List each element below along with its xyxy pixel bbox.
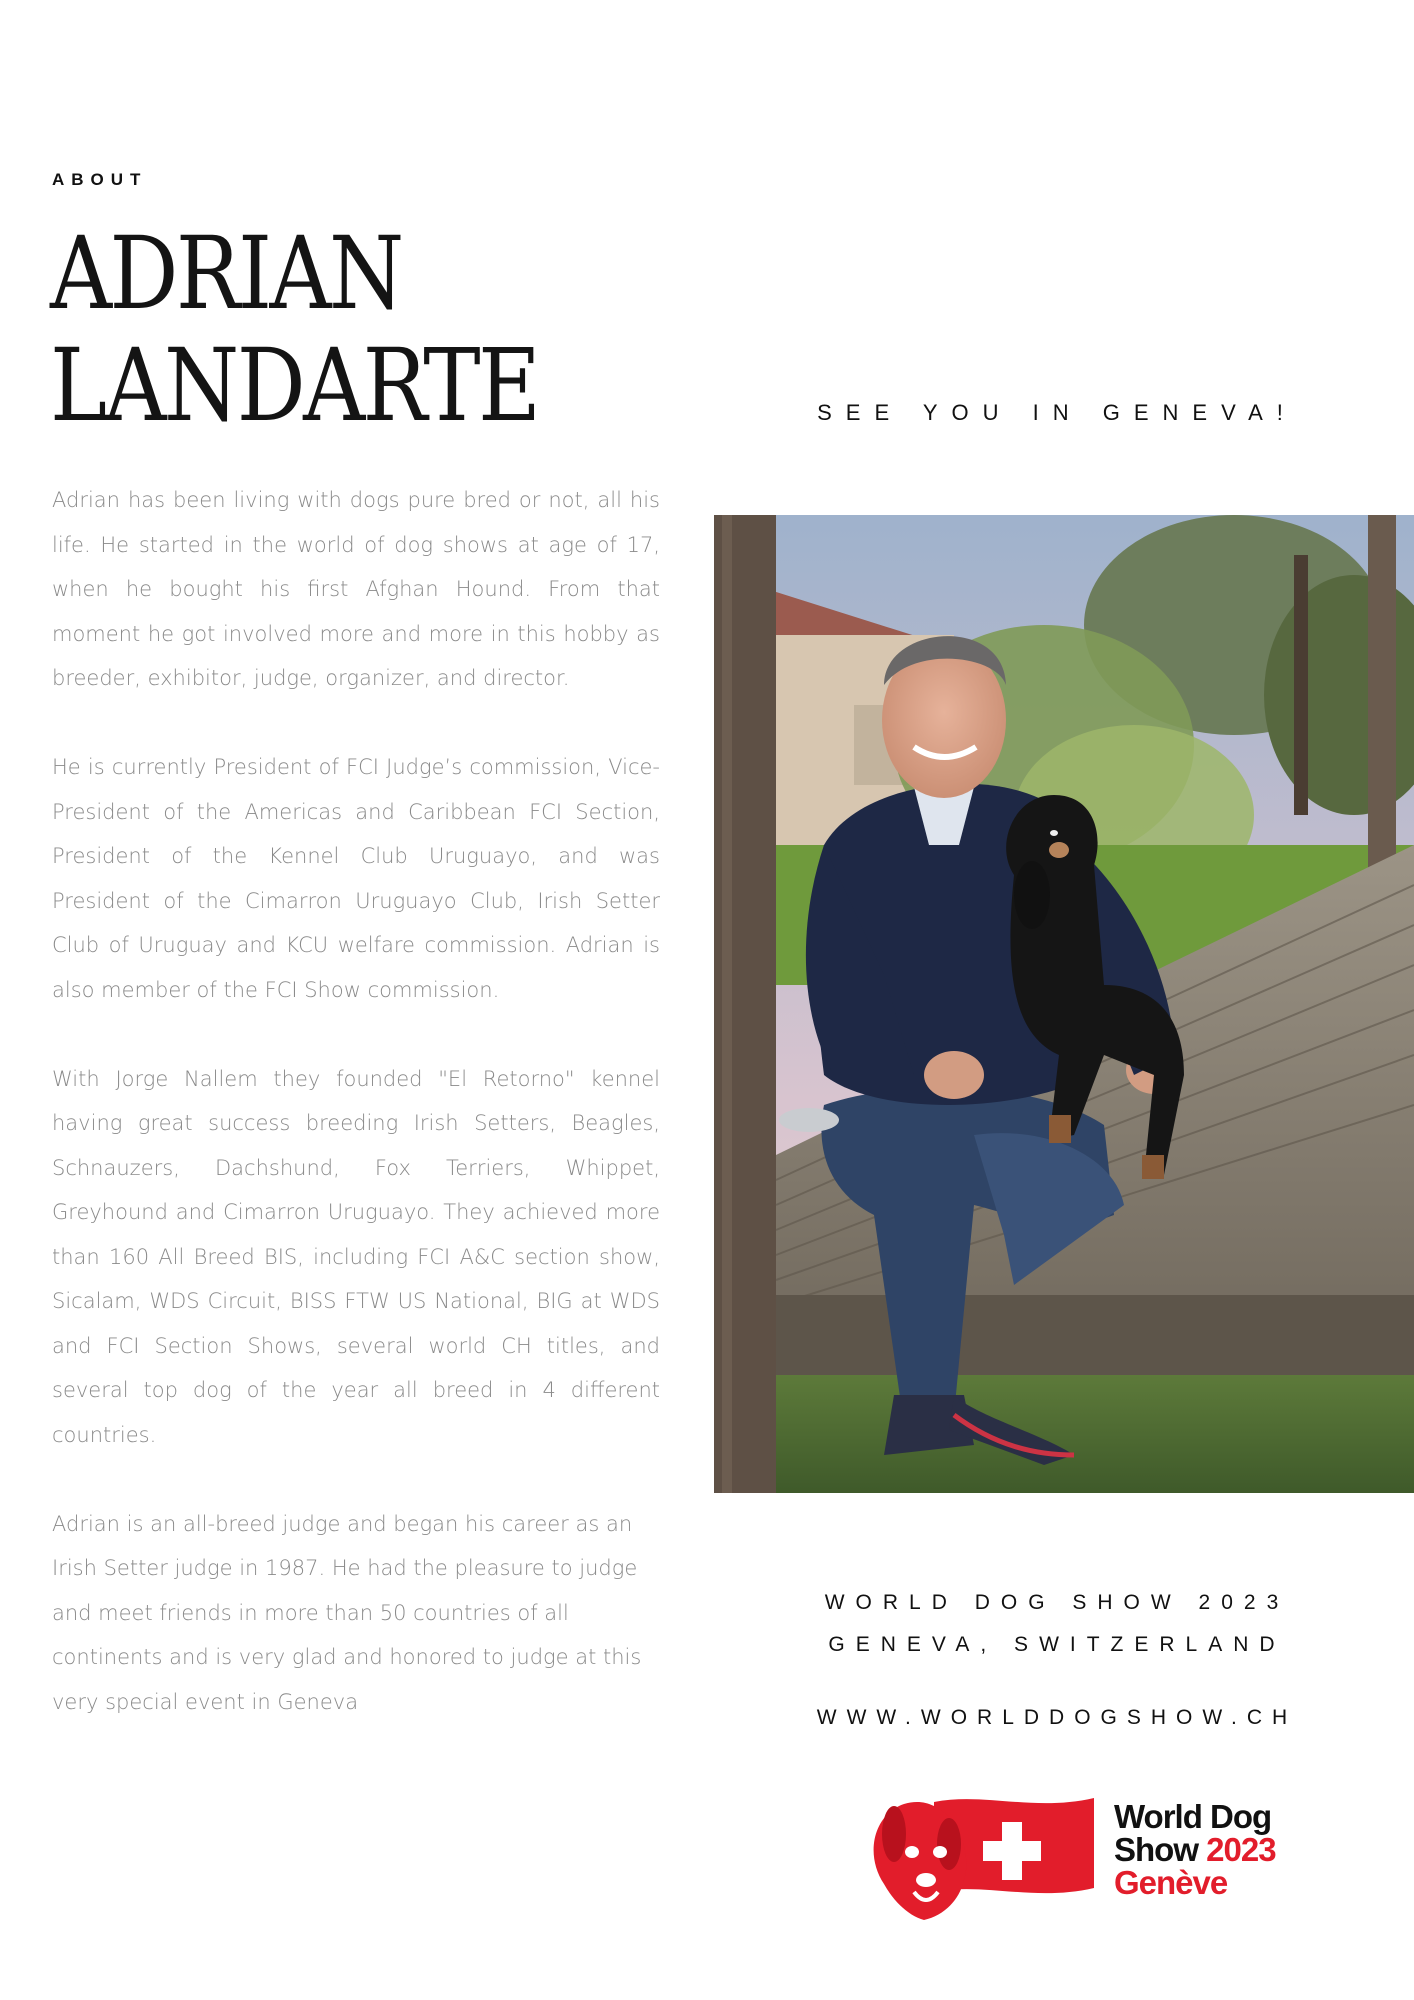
section-eyebrow: ABOUT bbox=[52, 170, 148, 189]
logo-line-1: World Dog bbox=[1114, 1798, 1272, 1835]
judge-first-name: ADRIAN bbox=[50, 215, 402, 332]
judge-photo bbox=[714, 515, 1414, 1493]
tagline: SEE YOU IN GENEVA! bbox=[817, 400, 1297, 425]
bio-paragraph: He is currently President of FCI Judge’s commission, Vice-President of the Americas and Caribbean FCI Section, President of the Kennel Club Uruguayo, and was President of the Cimarron Uruguayo Club, Irish Setter Club of Uruguay and KCU welfare commission. Adrian is also member of the FCI Show commission. bbox=[52, 755, 660, 1002]
judge-name bbox=[50, 215, 539, 444]
world-dog-show-logo bbox=[864, 1784, 1304, 1924]
logo-city: Genève bbox=[1114, 1864, 1228, 1901]
logo-year: 2023 bbox=[1206, 1831, 1276, 1868]
bio-paragraph: Adrian has been living with dogs pure bred or not, all his life. He started in the world of dog shows at age of 17, when he bought his first Afghan Hound. From that moment he got involved more and more in this hobby as breeder, exhibitor, judge, organizer, and director. bbox=[52, 488, 660, 690]
event-info bbox=[700, 1582, 1414, 1666]
judge-photo-illustration bbox=[714, 515, 1414, 1493]
event-location: GENEVA, SWITZERLAND bbox=[828, 1633, 1286, 1656]
dog-flag-logo-icon bbox=[864, 1784, 1104, 1924]
website-link[interactable]: WWW.WORLDDOGSHOW.CH bbox=[816, 1706, 1298, 1729]
bio-paragraph: With Jorge Nallem they founded "El Retorno" kennel having great success breeding Irish Setters, Beagles, Schnauzers, Dachshund, Fox Terriers, Whippet, Greyhound and Cimarron Uruguayo. They achieved more than 160 All Breed BIS, including FCI A&C section show, Sicalam, WDS Circuit, BISS FTW US National, BIG at WDS and FCI Section Shows, several world CH titles, and several top dog of the year all breed in 4 different countries. bbox=[52, 1066, 660, 1447]
judge-last-name: LANDARTE bbox=[50, 327, 539, 444]
bio-paragraph: Adrian is an all-breed judge and began his career as an Irish Setter judge in 1987. He had the pleasure to judge and meet friends in more than 50 countries of all continents and is very glad and honored to judge at this very special event in Geneva bbox=[52, 1511, 642, 1714]
logo-wordmark bbox=[1114, 1800, 1276, 1899]
biography bbox=[52, 478, 660, 1769]
event-name: WORLD DOG SHOW 2023 bbox=[824, 1591, 1290, 1614]
logo-line-2a: Show bbox=[1114, 1831, 1198, 1868]
